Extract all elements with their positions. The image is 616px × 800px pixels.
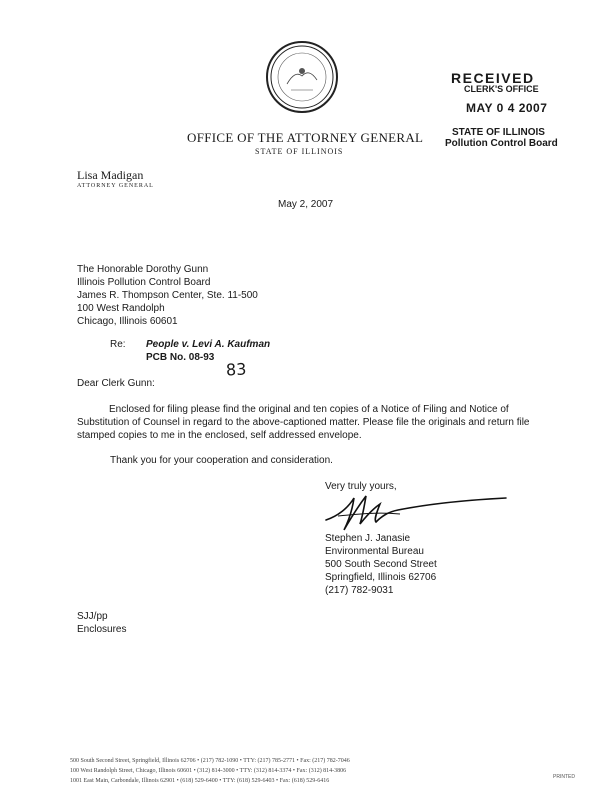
received-stamp-title: RECEIVED: [451, 70, 535, 86]
attorney-general-title: ATTORNEY GENERAL: [77, 183, 154, 189]
page-mark: PRINTED: [553, 774, 575, 780]
attorney-general-name: Lisa Madigan: [77, 168, 144, 182]
signer-phone: (217) 782-9031: [325, 585, 394, 596]
signer-city: Springfield, Illinois 62706: [325, 572, 437, 583]
footer-line: 500 South Second Street, Springfield, Illinois 62706 • (217) 782-1090 • TTY: (217) 785-2771 • Fax: (217) 782-7046: [70, 758, 350, 764]
recipient-line: The Honorable Dorothy Gunn: [77, 264, 209, 275]
recipient-line: Chicago, Illinois 60601: [77, 316, 178, 327]
enclosures-note: Enclosures: [77, 624, 127, 635]
closing: Very truly yours,: [325, 481, 397, 492]
received-stamp-board: Pollution Control Board: [445, 138, 558, 149]
signer-street: 500 South Second Street: [325, 559, 437, 570]
letterhead-state: STATE OF ILLINOIS: [255, 147, 344, 156]
signer-bureau: Environmental Bureau: [325, 546, 424, 557]
signer-name: Stephen J. Janasie: [325, 533, 411, 544]
reference-initials: SJJ/pp: [77, 611, 108, 622]
re-case-number: PCB No. 08-93: [146, 352, 215, 363]
thanks-line: Thank you for your cooperation and consideration.: [110, 455, 333, 466]
recipient-line: 100 West Randolph: [77, 303, 165, 314]
received-stamp-state: STATE OF ILLINOIS: [452, 127, 545, 138]
handwritten-signature: [318, 486, 508, 536]
letterhead-footer: [70, 756, 590, 786]
received-stamp-office: CLERK'S OFFICE: [464, 84, 539, 94]
body-text: Enclosed for filing please find the original and ten copies of a Notice of Filing and Notice of Substitution of Counsel in regard to the above-captioned matter. Please file the originals and return file stamped copies to me in the enclosed, self addressed envelope.: [77, 404, 530, 441]
signature-block: [325, 532, 437, 597]
letter-date: May 2, 2007: [278, 199, 334, 210]
footer-line: 100 West Randolph Street, Chicago, Illinois 60601 • (312) 814-3000 • TTY: (312) 814-3374 • Fax: (312) 814-3806: [70, 768, 347, 774]
re-case-name: People v. Levi A. Kaufman: [146, 339, 271, 350]
recipient-line: Illinois Pollution Control Board: [77, 277, 211, 288]
footer-line: 1001 East Main, Carbondale, Illinois 62901 • (618) 529-6400 • TTY: (618) 529-6403 • Fax: (618) 529-6416: [70, 778, 330, 784]
letterhead-office: OFFICE OF THE ATTORNEY GENERAL: [187, 130, 424, 145]
handwritten-case-number: 83: [225, 359, 247, 380]
reference-initials-block: [77, 610, 126, 636]
re-label: Re:: [110, 339, 126, 350]
salutation: Dear Clerk Gunn:: [77, 378, 155, 389]
received-stamp-date: MAY 0 4 2007: [466, 101, 548, 115]
state-seal: [265, 40, 339, 114]
recipient-line: James R. Thompson Center, Ste. 11-500: [77, 290, 258, 301]
body-paragraph: [77, 403, 547, 442]
recipient-address: [77, 263, 258, 328]
